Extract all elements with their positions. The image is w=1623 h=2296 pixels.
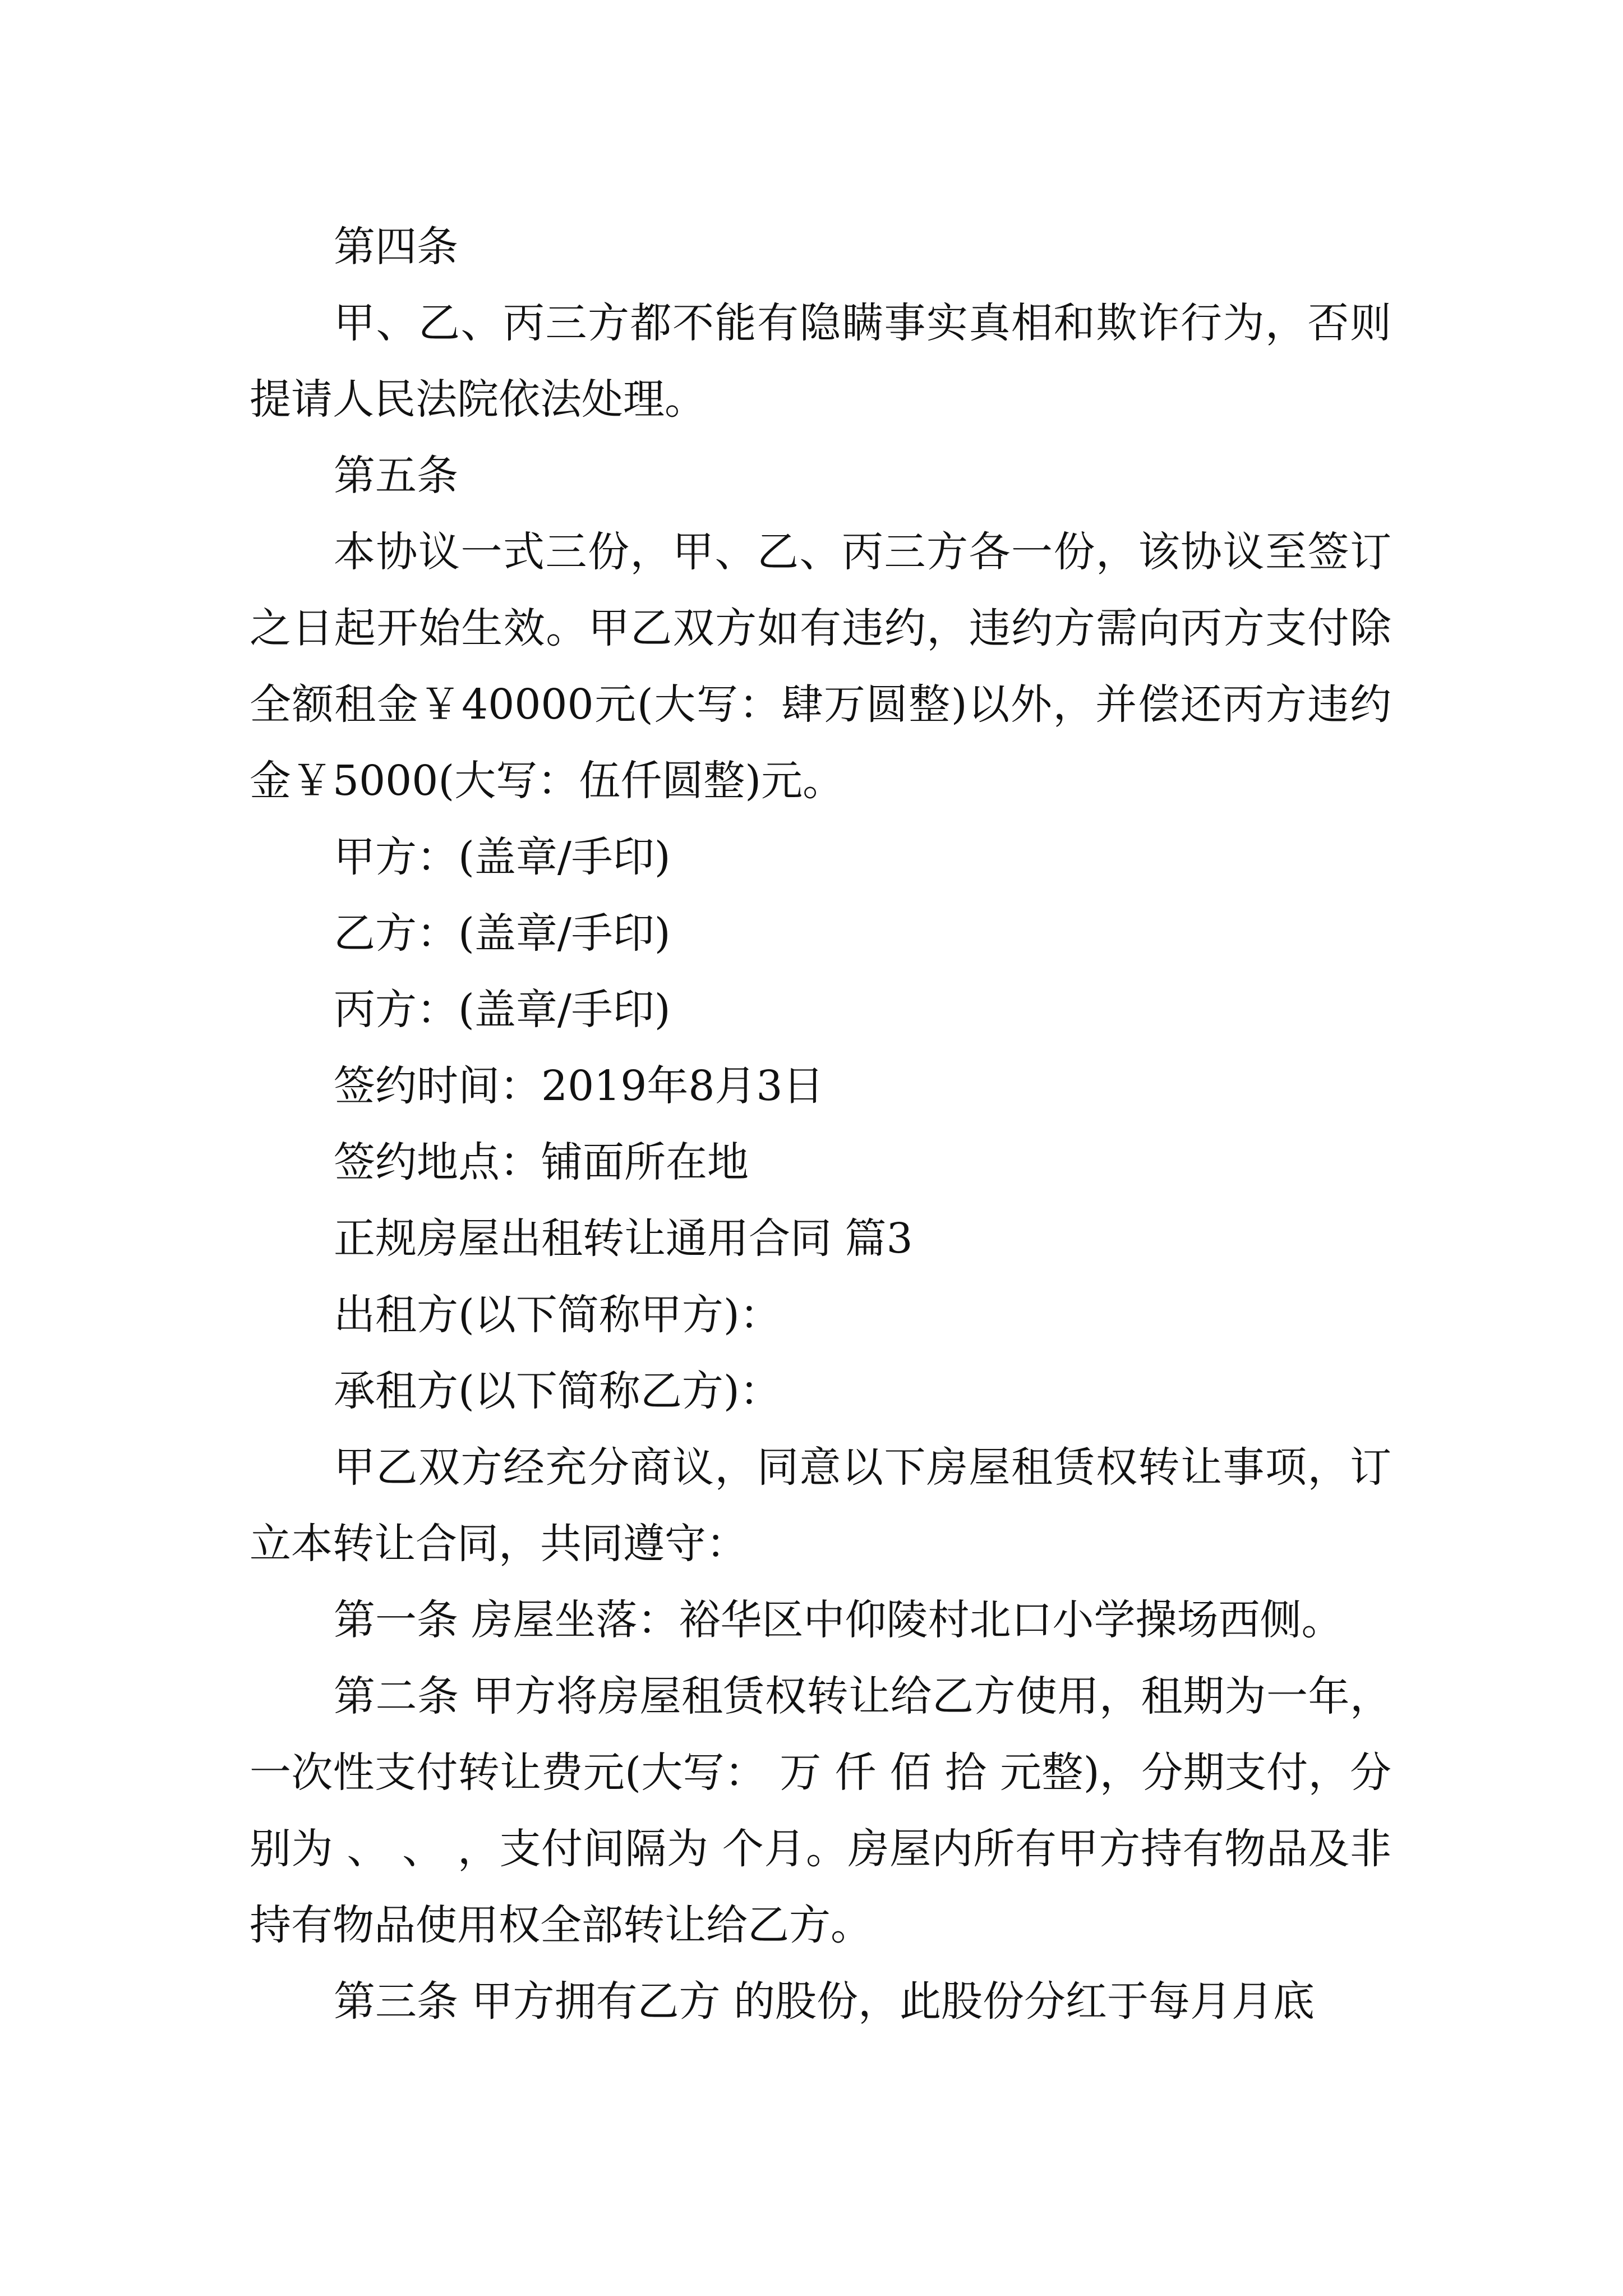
article-1: 第一条 房屋坐落：裕华区中仰陵村北口小学操场西侧。	[334, 1596, 1343, 1644]
article-heading: 第五条	[334, 452, 458, 500]
article-3: 第三条 甲方拥有乙方 的股份，此股份分红于每月月底	[334, 1977, 1315, 2026]
signing-date: 签约时间：2019年8月3日	[334, 1062, 824, 1110]
signing-place: 签约地点：铺面所在地	[334, 1138, 749, 1186]
paragraph: 甲、乙、丙三方都不能有隐瞒事实真相和欺诈行为，否则提请人民法院依法处理。	[250, 299, 1391, 424]
paragraph: 甲乙双方经充分商议，同意以下房屋租赁权转让事项，订立本转让合同，共同遵守：	[250, 1443, 1391, 1568]
paragraph: 本协议一式三份，甲、乙、丙三方各一份，该协议至签订之日起开始生效。甲乙双方如有违约，违约方需向丙方支付除全额租金￥40000元(大写：肆万圆整)以外，并偿还丙方违约金￥5000(大写：伍仟圆整)元。	[250, 528, 1391, 805]
lessor-line: 出租方(以下简称甲方)：	[334, 1291, 781, 1339]
article-2: 第二条 甲方将房屋租赁权转让给乙方使用，租期为一年，一次性支付转让费元(大写： 万 仟 佰 拾 元整)，分期支付，分别为 、 、 ，支付间隔为 个月。房屋内所有甲方持有物品及非持有物品使用权全部转让给乙方。	[250, 1672, 1391, 1949]
signature-line: 乙方：(盖章/手印)	[334, 909, 671, 958]
signature-line: 丙方：(盖章/手印)	[334, 986, 671, 1034]
document-body	[250, 209, 1391, 2040]
section-title: 正规房屋出租转让通用合同 篇3	[334, 1214, 913, 1263]
lessee-line: 承租方(以下简称乙方)：	[334, 1367, 781, 1415]
article-heading: 第四条	[334, 223, 458, 271]
signature-line: 甲方：(盖章/手印)	[334, 833, 671, 881]
